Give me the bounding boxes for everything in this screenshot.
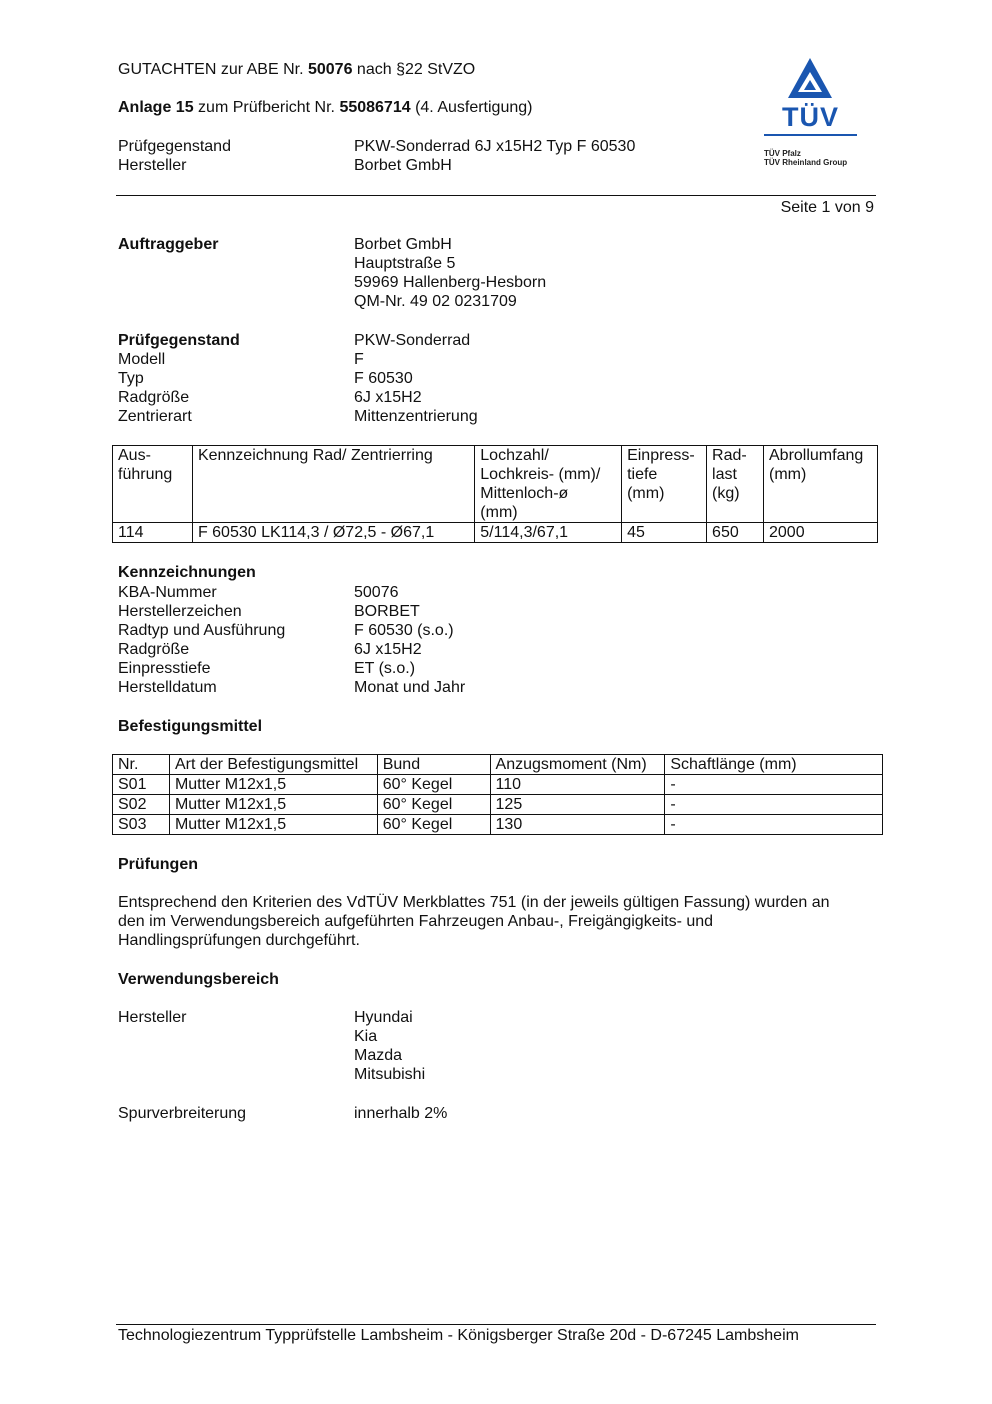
kennzeichnung-row: Einpresstiefe ET (s.o.) xyxy=(118,660,416,677)
kennzeichnung-row: KBA-Nummer 50076 xyxy=(118,584,399,601)
wheel-table-cell: 5/114,3/67,1 xyxy=(475,523,622,543)
pruefgegenstand-row: Zentrierart Mittenzentrierung xyxy=(118,408,478,425)
auftraggeber-address: Borbet GmbH Hauptstraße 5 59969 Hallenberg-Hesborn QM-Nr. 49 02 0231709 xyxy=(354,236,547,310)
kennzeichnung-row: Herstellerzeichen BORBET xyxy=(118,603,420,620)
list-item: Hyundai xyxy=(354,1009,413,1026)
kennzeichnung-row: Radgröße 6J x15H2 xyxy=(118,641,422,658)
befestigung-table xyxy=(112,754,883,835)
table-row: S01 Mutter M12x1,5 60° Kegel 110 - xyxy=(113,775,883,795)
verwendung-hersteller-list xyxy=(354,1008,425,1084)
kennzeichnungen-title: Kennzeichnungen xyxy=(118,564,256,581)
wheel-table xyxy=(112,445,878,543)
wheel-table-header-cell: Aus- führung xyxy=(113,446,193,523)
wheel-table-cell: 2000 xyxy=(764,523,878,543)
wheel-table-cell: 650 xyxy=(707,523,764,543)
wheel-table-cell: 45 xyxy=(622,523,707,543)
wheel-table-header-cell: Kennzeichnung Rad/ Zentrierring xyxy=(192,446,474,523)
table-row: S03 Mutter M12x1,5 60° Kegel 130 - xyxy=(113,815,883,835)
befestigung-header-cell: Nr. xyxy=(113,755,170,775)
pruefgegenstand-row: Radgröße 6J x15H2 xyxy=(118,389,422,406)
pruefungen-paragraph: Entsprechend den Kriterien des VdTÜV Merkblattes 751 (in der jeweils gültigen Fassung) wurden an den im Verwendungsbereich aufgeführten Fahrzeugen Anbau-, Freigängigkeits- und Handlingsprüfungen durchgeführt. xyxy=(118,894,830,949)
wheel-table-cell: 114 xyxy=(113,523,193,543)
pruefgegenstand-row: Typ F 60530 xyxy=(118,370,413,387)
tuev-logo xyxy=(762,56,862,176)
tuev-logo-text: TÜV xyxy=(782,102,839,132)
wheel-table-header-cell: Einpress- tiefe (mm) xyxy=(622,446,707,523)
header-line-2: Anlage 15 zum Prüfbericht Nr. 55086714 (4. Ausfertigung) xyxy=(118,99,533,116)
befestigung-title: Befestigungsmittel xyxy=(118,718,263,735)
logo-sub-1: TÜV Pfalz xyxy=(764,149,801,158)
auftraggeber-label: Auftraggeber xyxy=(118,236,219,253)
header-line-1: GUTACHTEN zur ABE Nr. 50076 nach §22 StVZO xyxy=(118,61,476,78)
wheel-table-cell: F 60530 LK114,3 / Ø72,5 - Ø67,1 xyxy=(192,523,474,543)
footer-rule xyxy=(116,1324,876,1325)
header-rule xyxy=(116,195,876,196)
list-item: Mazda xyxy=(354,1047,403,1064)
logo-sub-2: TÜV Rheinland Group xyxy=(764,158,848,167)
pruefgegenstand-block xyxy=(118,331,478,426)
befestigung-header-cell: Bund xyxy=(377,755,490,775)
befestigung-header-cell: Anzugsmoment (Nm) xyxy=(490,755,665,775)
header-pruefgegenstand-label: Prüfgegenstand xyxy=(118,138,231,155)
befestigung-header-cell: Schaftlänge (mm) xyxy=(665,755,883,775)
kennzeichnungen-block xyxy=(118,583,465,697)
pruefungen-title: Prüfungen xyxy=(118,856,198,873)
spurverbreiterung-value: innerhalb 2% xyxy=(354,1105,448,1122)
page-number: Seite 1 von 9 xyxy=(780,199,874,216)
pruefgegenstand-row: Modell F xyxy=(118,351,364,368)
kennzeichnung-row: Radtyp und Ausführung F 60530 (s.o.) xyxy=(118,622,454,639)
spurverbreiterung-label: Spurverbreiterung xyxy=(118,1105,247,1122)
header-pruefgegenstand-value: PKW-Sonderrad 6J x15H2 Typ F 60530 xyxy=(354,138,636,155)
header-hersteller-label: Hersteller xyxy=(118,157,187,174)
logo-underline xyxy=(764,134,857,136)
table-row: S02 Mutter M12x1,5 60° Kegel 125 - xyxy=(113,795,883,815)
verwendung-title: Verwendungsbereich xyxy=(118,971,279,988)
list-item: Mitsubishi xyxy=(354,1066,426,1083)
wheel-table-header-cell: Lochzahl/ Lochkreis- (mm)/ Mittenloch-ø (mm) xyxy=(475,446,622,523)
tuev-triangle-icon xyxy=(762,56,858,106)
wheel-table-header-cell: Rad- last (kg) xyxy=(707,446,764,523)
verwendung-hersteller-label: Hersteller xyxy=(118,1009,187,1026)
table-row xyxy=(113,523,878,543)
kennzeichnung-row: Herstelldatum Monat und Jahr xyxy=(118,679,466,696)
list-item: Kia xyxy=(354,1028,378,1045)
footer-text: Technologiezentrum Typprüfstelle Lambsheim - Königsberger Straße 20d - D-67245 Lambsheim xyxy=(118,1327,799,1344)
pruefgegenstand-row: Prüfgegenstand PKW-Sonderrad xyxy=(118,332,471,349)
wheel-table-header-row xyxy=(113,446,878,523)
befestigung-header-row xyxy=(113,755,883,775)
wheel-table-header-cell: Abrollumfang (mm) xyxy=(764,446,878,523)
befestigung-header-cell: Art der Befestigungsmittel xyxy=(169,755,377,775)
header-hersteller-value: Borbet GmbH xyxy=(354,157,452,174)
